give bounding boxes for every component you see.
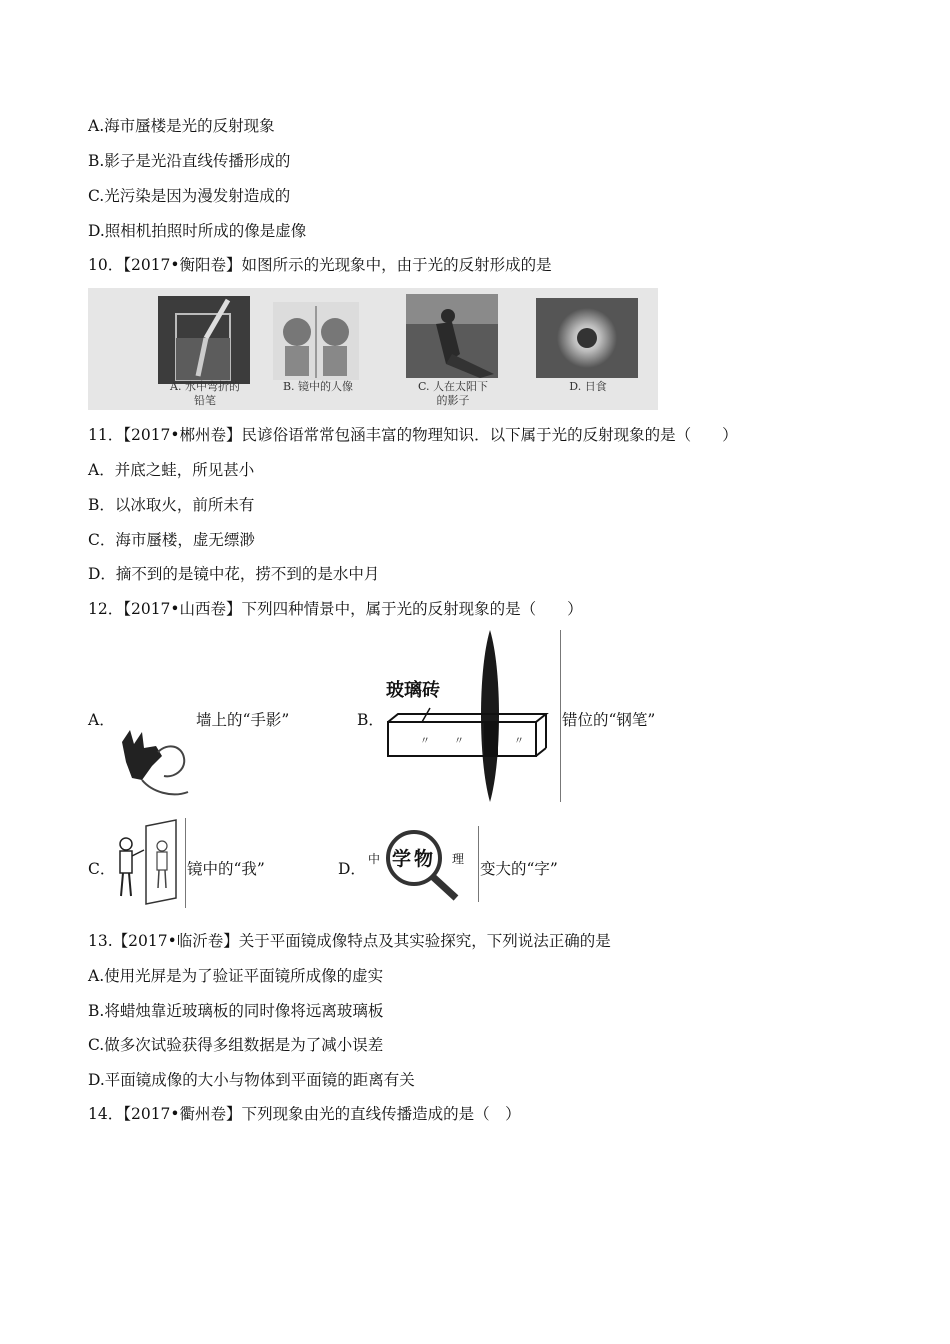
q12-d-char-1: 中 [368,852,381,866]
q10-stem: 10．【2017•衡阳卷】如图所示的光现象中，由于光的反射形成的是 [88,256,552,274]
q10-caption-a1: A. 水中弯折的 [170,380,240,393]
q12-c-text: 镜中的“我” [187,860,265,878]
q12-d-char-2: 学 [392,848,412,870]
q13-option-b: B.将蜡烛靠近玻璃板的同时像将远离玻璃板 [88,1002,384,1020]
svg-text:〃: 〃 [420,736,430,747]
q10-caption-d: D. 日食 [569,380,607,393]
q12-glass-brick-label: 玻璃砖 [386,680,440,701]
svg-text:〃: 〃 [454,736,464,747]
q10-photo-shadow [406,294,498,378]
q12-d-char-3: 物 [414,848,434,870]
q9-option-c: C.光污染是因为漫发射造成的 [88,187,291,205]
q12-mirror-me-image [110,818,184,908]
q12-b-image-border [560,630,561,802]
q10-caption-c1: C. 人在太阳下 [417,380,489,393]
q11-option-c: C．海市蜃楼，虚无缥渺 [88,531,255,549]
q9-option-b: B.影子是光沿直线传播形成的 [88,152,291,170]
q10-caption-a2: 铅笔 [194,394,216,407]
q12-a-letter: A． [88,711,115,729]
q12-b-text: 错位的“钢笔” [562,711,656,729]
q13-option-c: C.做多次试验获得多组数据是为了减小误差 [88,1036,384,1054]
q12-d-text: 变大的“字” [480,860,558,878]
q12-magnifier-image [366,826,478,902]
q13-stem: 13.【2017•临沂卷】关于平面镜成像特点及其实验探究，下列说法正确的是 [88,932,611,950]
q12-c-letter: C． [88,860,116,878]
q11-option-a: A．并底之蛙，所见甚小 [88,461,255,479]
q12-stem: 12．【2017•山西卷】下列四种情景中，属于光的反射现象的是（ ） [88,600,583,618]
q10-photo-mirror [273,302,359,380]
q10-figure-strip [88,288,658,410]
q12-d-letter: D． [338,860,366,878]
q12-pen-glass-image [380,630,560,802]
q12-d-char-4: 理 [452,852,465,866]
q12-b-letter: B． [357,711,384,729]
q12-d-image-border [478,826,479,902]
q13-option-d: D.平面镜成像的大小与物体到平面镜的距离有关 [88,1071,415,1089]
q10-photo-pencil [158,296,250,384]
q10-caption-b: B. 镜中的人像 [282,380,354,393]
q10-caption-c2: 的影子 [436,394,470,407]
q12-hand-shadow-image [112,722,194,802]
q12-c-image-border [185,818,186,908]
q9-option-a: A.海市蜃楼是光的反射现象 [88,117,275,135]
q11-option-d: D．摘不到的是镜中花，捞不到的是水中月 [88,565,380,583]
q9-option-d: D.照相机拍照时所成的像是虚像 [88,222,307,240]
q14-stem: 14．【2017•衢州卷】下列现象由光的直线传播造成的是（ ） [88,1105,521,1123]
q12-a-text: 墙上的“手影” [196,711,290,729]
q11-stem: 11．【2017•郴州卷】民谚俗语常常包涵丰富的物理知识．以下属于光的反射现象的是（ ） [88,426,738,444]
q11-option-b: B．以冰取火，前所未有 [88,496,255,514]
q13-option-a: A.使用光屏是为了验证平面镜所成像的虚实 [88,967,384,985]
q10-photo-eclipse [536,298,638,378]
svg-text:〃: 〃 [514,736,524,747]
